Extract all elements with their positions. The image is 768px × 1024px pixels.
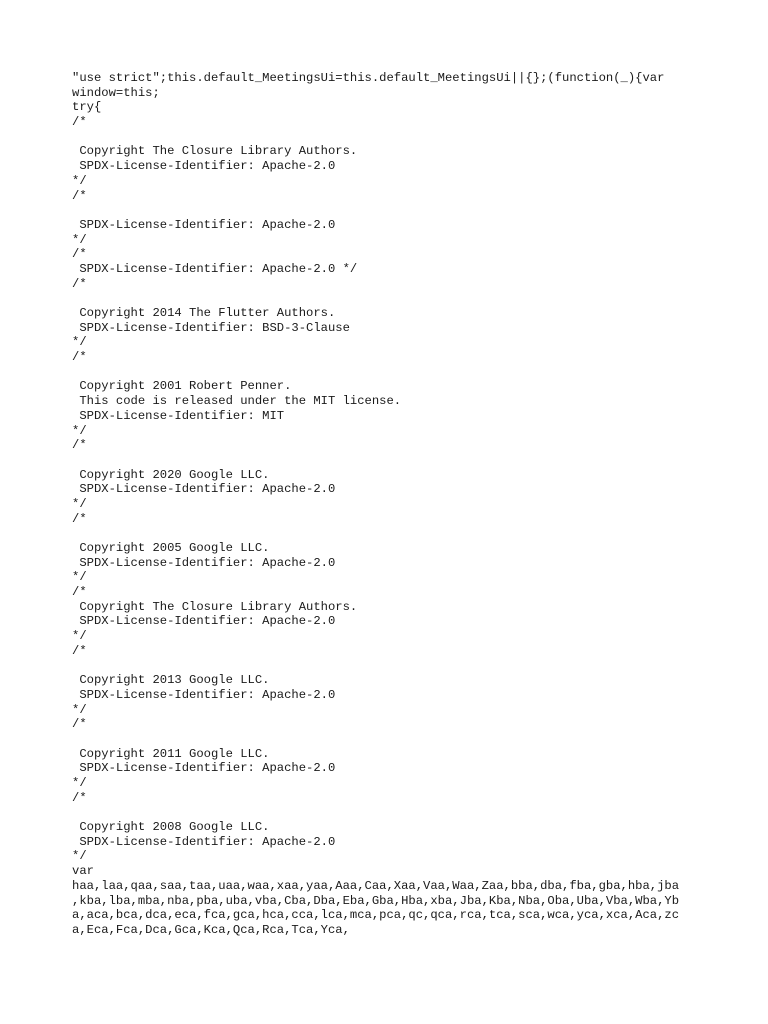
code-line: */: [72, 496, 87, 511]
code-line: */: [72, 702, 87, 717]
source-code-text: [72, 71, 702, 938]
code-line: SPDX-License-Identifier: Apache-2.0: [72, 614, 336, 629]
code-line: ,kba,lba,mba,nba,pba,uba,vba,Cba,Dba,Eba,Gba,Hba,xba,Jba,Kba,Nba,Oba,Uba,Vba,Wba,Yb: [72, 893, 680, 908]
code-line: Copyright 2014 The Flutter Authors.: [72, 306, 336, 320]
code-line: /*: [72, 350, 87, 365]
code-line: SPDX-License-Identifier: Apache-2.0 */: [72, 261, 358, 276]
code-line: Copyright 2001 Robert Penner.: [72, 379, 292, 394]
code-line: window=this;: [72, 85, 160, 100]
code-line: SPDX-License-Identifier: Apache-2.0: [72, 834, 336, 849]
code-line: /*: [72, 247, 87, 262]
code-line: SPDX-License-Identifier: MIT: [72, 408, 285, 423]
code-line: [72, 453, 702, 468]
code-line: /*: [72, 717, 87, 732]
code-line: This code is released under the MIT license.: [72, 394, 402, 409]
code-line: */: [72, 335, 87, 350]
code-line: SPDX-License-Identifier: Apache-2.0: [72, 555, 336, 570]
code-line: SPDX-License-Identifier: Apache-2.0: [72, 761, 336, 776]
code-line: /*: [72, 188, 87, 203]
code-line: /*: [72, 790, 87, 805]
code-line: */: [72, 776, 87, 790]
code-line: a,aca,bca,dca,eca,fca,gca,hca,cca,lca,mca,pca,qc,qca,rca,tca,sca,wca,yca,xca,Aca,zc: [72, 908, 680, 923]
code-line: SPDX-License-Identifier: Apache-2.0: [72, 159, 336, 174]
code-line: */: [72, 173, 87, 188]
code-line: haa,laa,qaa,saa,taa,uaa,waa,xaa,yaa,Aaa,Caa,Xaa,Vaa,Waa,Zaa,bba,dba,fba,gba,hba,jba: [72, 878, 680, 893]
code-line: Copyright 2008 Google LLC.: [72, 820, 270, 835]
code-line: SPDX-License-Identifier: Apache-2.0: [72, 482, 336, 497]
code-line: var: [72, 864, 94, 879]
code-line: [72, 130, 702, 145]
code-line: try{: [72, 100, 102, 115]
code-line: Copyright 2005 Google LLC.: [72, 541, 270, 555]
code-line: Copyright The Closure Library Authors.: [72, 599, 358, 614]
code-line: */: [72, 570, 87, 585]
code-line: Copyright 2020 Google LLC.: [72, 467, 270, 482]
code-line: /*: [72, 438, 87, 453]
code-line: /*: [72, 115, 87, 130]
code-line: /*: [72, 511, 87, 526]
code-line: [72, 365, 702, 380]
code-line: [72, 659, 702, 674]
code-line: /*: [72, 276, 87, 291]
code-line: a,Eca,Fca,Dca,Gca,Kca,Qca,Rca,Tca,Yca,: [72, 922, 350, 937]
code-line: [72, 805, 702, 820]
code-line: SPDX-License-Identifier: BSD-3-Clause: [72, 320, 350, 335]
code-line: Copyright 2013 Google LLC.: [72, 673, 270, 688]
code-line: /*: [72, 585, 87, 600]
code-line: [72, 526, 702, 541]
code-line: */: [72, 423, 87, 438]
code-line: [72, 291, 702, 306]
code-line: */: [72, 629, 87, 644]
code-line: Copyright 2011 Google LLC.: [72, 746, 270, 761]
code-line: SPDX-License-Identifier: Apache-2.0: [72, 217, 336, 232]
code-line: [72, 732, 702, 747]
code-line: "use strict";this.default_MeetingsUi=this.default_MeetingsUi||{};(function(_){var: [72, 71, 665, 85]
code-line: SPDX-License-Identifier: Apache-2.0: [72, 687, 336, 702]
code-line: */: [72, 849, 87, 864]
code-line: [72, 203, 702, 218]
code-line: /*: [72, 643, 87, 658]
code-line: Copyright The Closure Library Authors.: [72, 144, 358, 159]
code-line: */: [72, 232, 87, 247]
